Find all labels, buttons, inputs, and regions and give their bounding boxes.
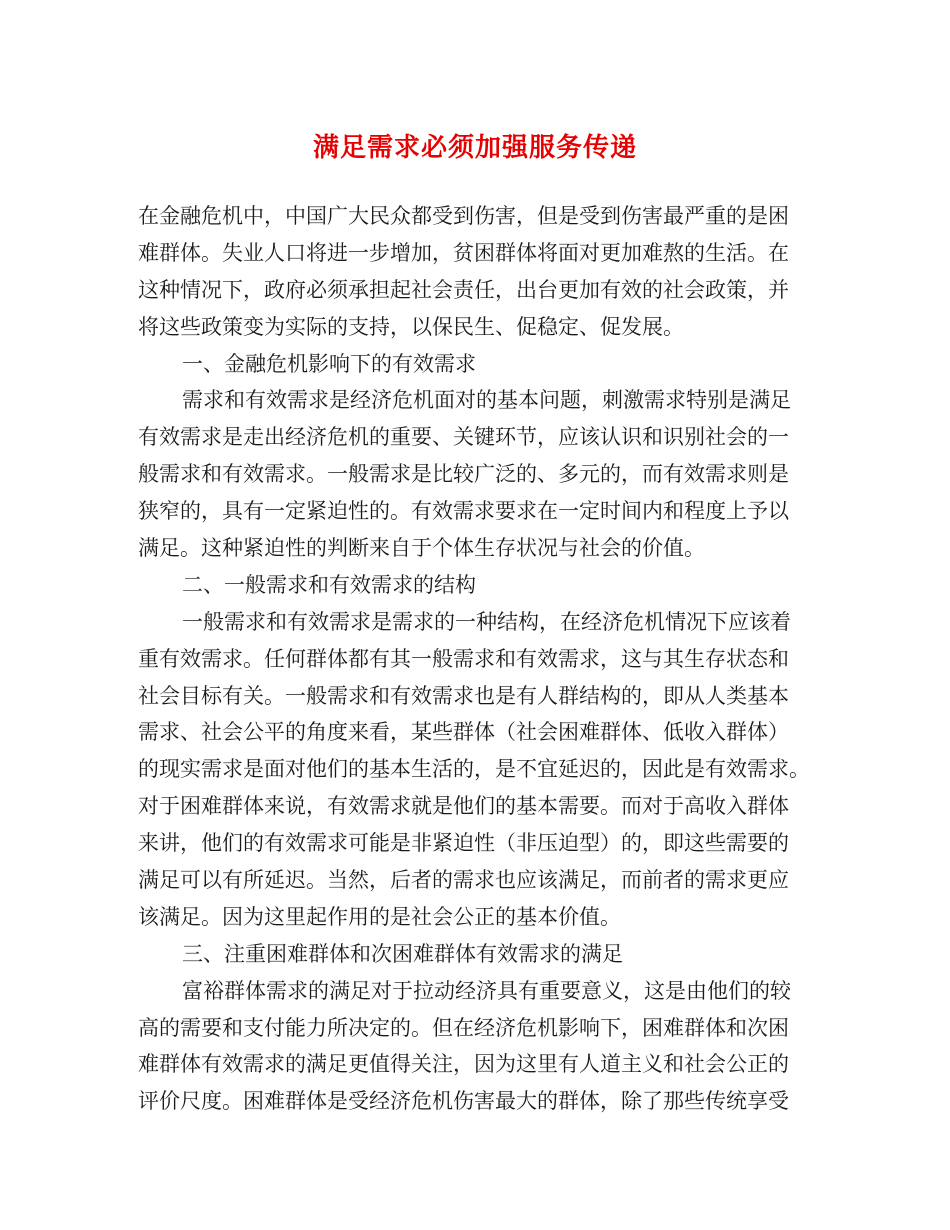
paragraph-line: 需求和有效需求是经济危机面对的基本问题，刺激需求特别是满足 <box>182 388 791 413</box>
paragraph-line: 难群体有效需求的满足更值得关注，因为这里有人道主义和社会公正的 <box>138 1052 789 1077</box>
paragraph <box>138 346 828 383</box>
paragraph <box>138 973 828 1121</box>
paragraph <box>138 604 828 936</box>
paragraph-line: 对于困难群体来说，有效需求就是他们的基本需要。而对于高收入群体 <box>138 794 789 819</box>
paragraph-line: 重有效需求。任何群体都有其一般需求和有效需求，这与其生存状态和 <box>138 646 789 671</box>
paragraph-line: 般需求和有效需求。一般需求是比较广泛的、多元的，而有效需求则是 <box>138 462 789 487</box>
paragraph-line: 需求、社会公平的角度来看，某些群体（社会困难群体、低收入群体） <box>138 720 789 745</box>
paragraph-line: 在金融危机中，中国广大民众都受到伤害，但是受到伤害最严重的是困 <box>138 204 789 228</box>
paragraph-line: 将这些政策变为实际的支持，以保民生、促稳定、促发展。 <box>138 314 684 339</box>
paragraph-line: 富裕群体需求的满足对于拉动经济具有重要意义，这是由他们的较 <box>182 978 791 1003</box>
paragraph-line: 难群体。失业人口将进一步增加，贫困群体将面对更加难熬的生活。在 <box>138 240 789 265</box>
paragraph <box>138 382 828 566</box>
paragraph-line: 有效需求是走出经济危机的重要、关键环节，应该认识和识别社会的一 <box>138 425 789 450</box>
paragraph-line: 狭窄的，具有一定紧迫性的。有效需求要求在一定时间内和程度上予以 <box>138 499 789 524</box>
paragraph <box>138 936 828 973</box>
paragraph-line: 满足可以有所延迟。当然，后者的需求也应该满足，而前者的需求更应 <box>138 868 789 893</box>
paragraph-line: 二、一般需求和有效需求的结构 <box>182 572 476 597</box>
document-body <box>138 198 828 1120</box>
paragraph-line: 一、金融危机影响下的有效需求 <box>182 351 476 376</box>
paragraph-line: 该满足。因为这里起作用的是社会公正的基本价值。 <box>138 904 621 929</box>
paragraph-line: 一般需求和有效需求是需求的一种结构，在经济危机情况下应该着 <box>182 609 791 634</box>
paragraph-line: 三、注重困难群体和次困难群体有效需求的满足 <box>182 941 623 966</box>
paragraph-line: 满足。这种紧迫性的判断来自于个体生存状况与社会的价值。 <box>138 536 705 561</box>
paragraph-line: 评价尺度。困难群体是受经济危机伤害最大的群体，除了那些传统享受 <box>138 1089 789 1114</box>
paragraph-line: 社会目标有关。一般需求和有效需求也是有人群结构的，即从人类基本 <box>138 683 789 708</box>
paragraph <box>138 567 828 604</box>
paragraph-line: 高的需要和支付能力所决定的。但在经济危机影响下，困难群体和次困 <box>138 1015 789 1040</box>
paragraph <box>138 198 828 346</box>
paragraph-line: 来讲，他们的有效需求可能是非紧迫性（非压迫型）的，即这些需要的 <box>138 831 789 856</box>
paragraph-line: 的现实需求是面对他们的基本生活的，是不宜延迟的，因此是有效需求。 <box>138 757 810 782</box>
document-title: 满足需求必须加强服务传递 <box>312 133 637 163</box>
paragraph-line: 这种情况下，政府必须承担起社会责任，出台更加有效的社会政策，并 <box>138 277 789 302</box>
